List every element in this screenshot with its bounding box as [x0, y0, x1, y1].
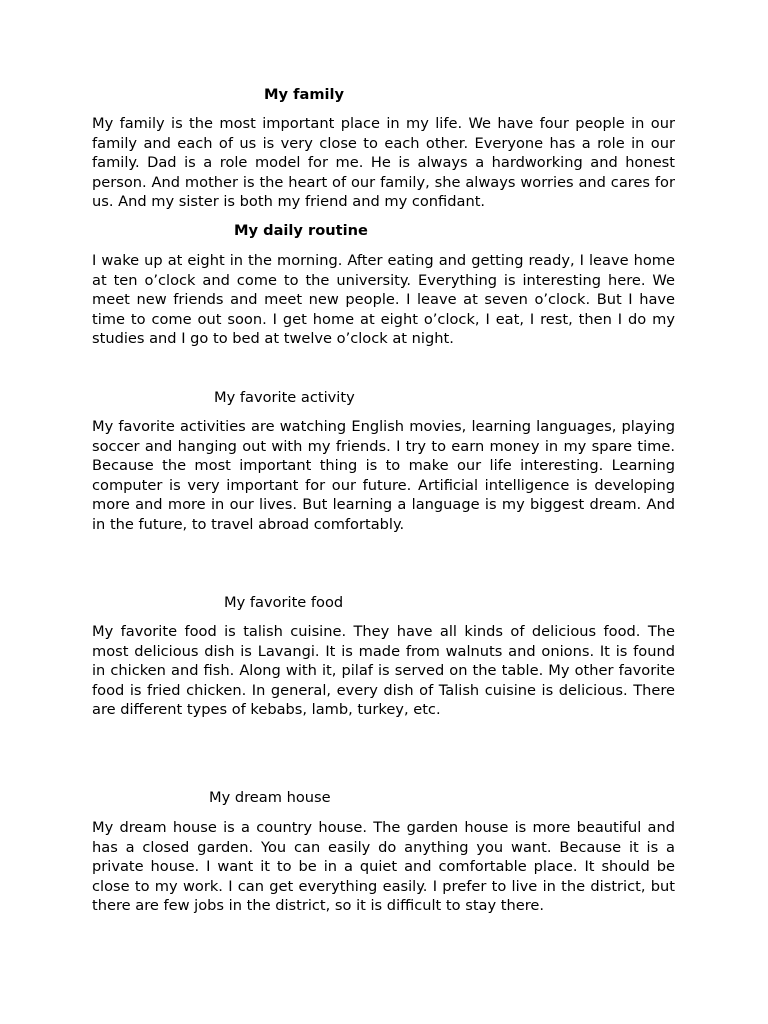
section-title-my-family: My family — [264, 86, 345, 103]
section-title-my-favorite-activity: My favorite activity — [214, 389, 355, 406]
section-body-my-favorite-activity: My favorite activities are watching English movies, learning languages, playing soccer and hanging out with my friends. I try to earn money in my spare time. Because the most important thing is to make our life interesting. Learning computer is very important for our future. Artificial intelligence is developing more and more in our lives. But learning a language is my biggest dream. And in the future, to travel abroad comfortably. — [92, 418, 675, 533]
section-title-my-dream-house: My dream house — [209, 789, 331, 806]
section-body-my-daily-routine: I wake up at eight in the morning. After eating and getting ready, I leave home at ten o’clock and come to the university. Everything is interesting here. We meet new friends and meet new people. I leave at seven o’clock. But I have time to come out soon. I get home at eight o’clock, I eat, I rest, then I do my studies and I go to bed at twelve o’clock at night. — [92, 252, 675, 348]
section-title-my-daily-routine: My daily routine — [234, 222, 368, 239]
section-title-my-favorite-food: My favorite food — [224, 594, 344, 611]
section-body-my-favorite-food: My favorite food is talish cuisine. They have all kinds of delicious food. The most delicious dish is Lavangi. It is made from walnuts and onions. It is found in chicken and fish. Along with it, pilaf is served on the table. My other favorite food is fried chicken. In general, every dish of Talish cuisine is delicious. There are different types of kebabs, lamb, turkey, etc. — [92, 623, 675, 719]
section-body-my-family: My family is the most important place in my life. We have four people in our family and each of us is very close to each other. Everyone has a role in our family. Dad is a role model for me. He is always a hardworking and honest person. And mother is the heart of our family, she always worries and cares for us. And my sister is both my friend and my confidant. — [92, 115, 675, 211]
section-body-my-dream-house: My dream house is a country house. The garden house is more beautiful and has a closed garden. You can easily do anything you want. Because it is a private house. I want it to be in a quiet and comfortable place. It should be close to my work. I can get everything easily. I prefer to live in the district, but there are few jobs in the district, so it is difficult to stay there. — [92, 819, 675, 915]
